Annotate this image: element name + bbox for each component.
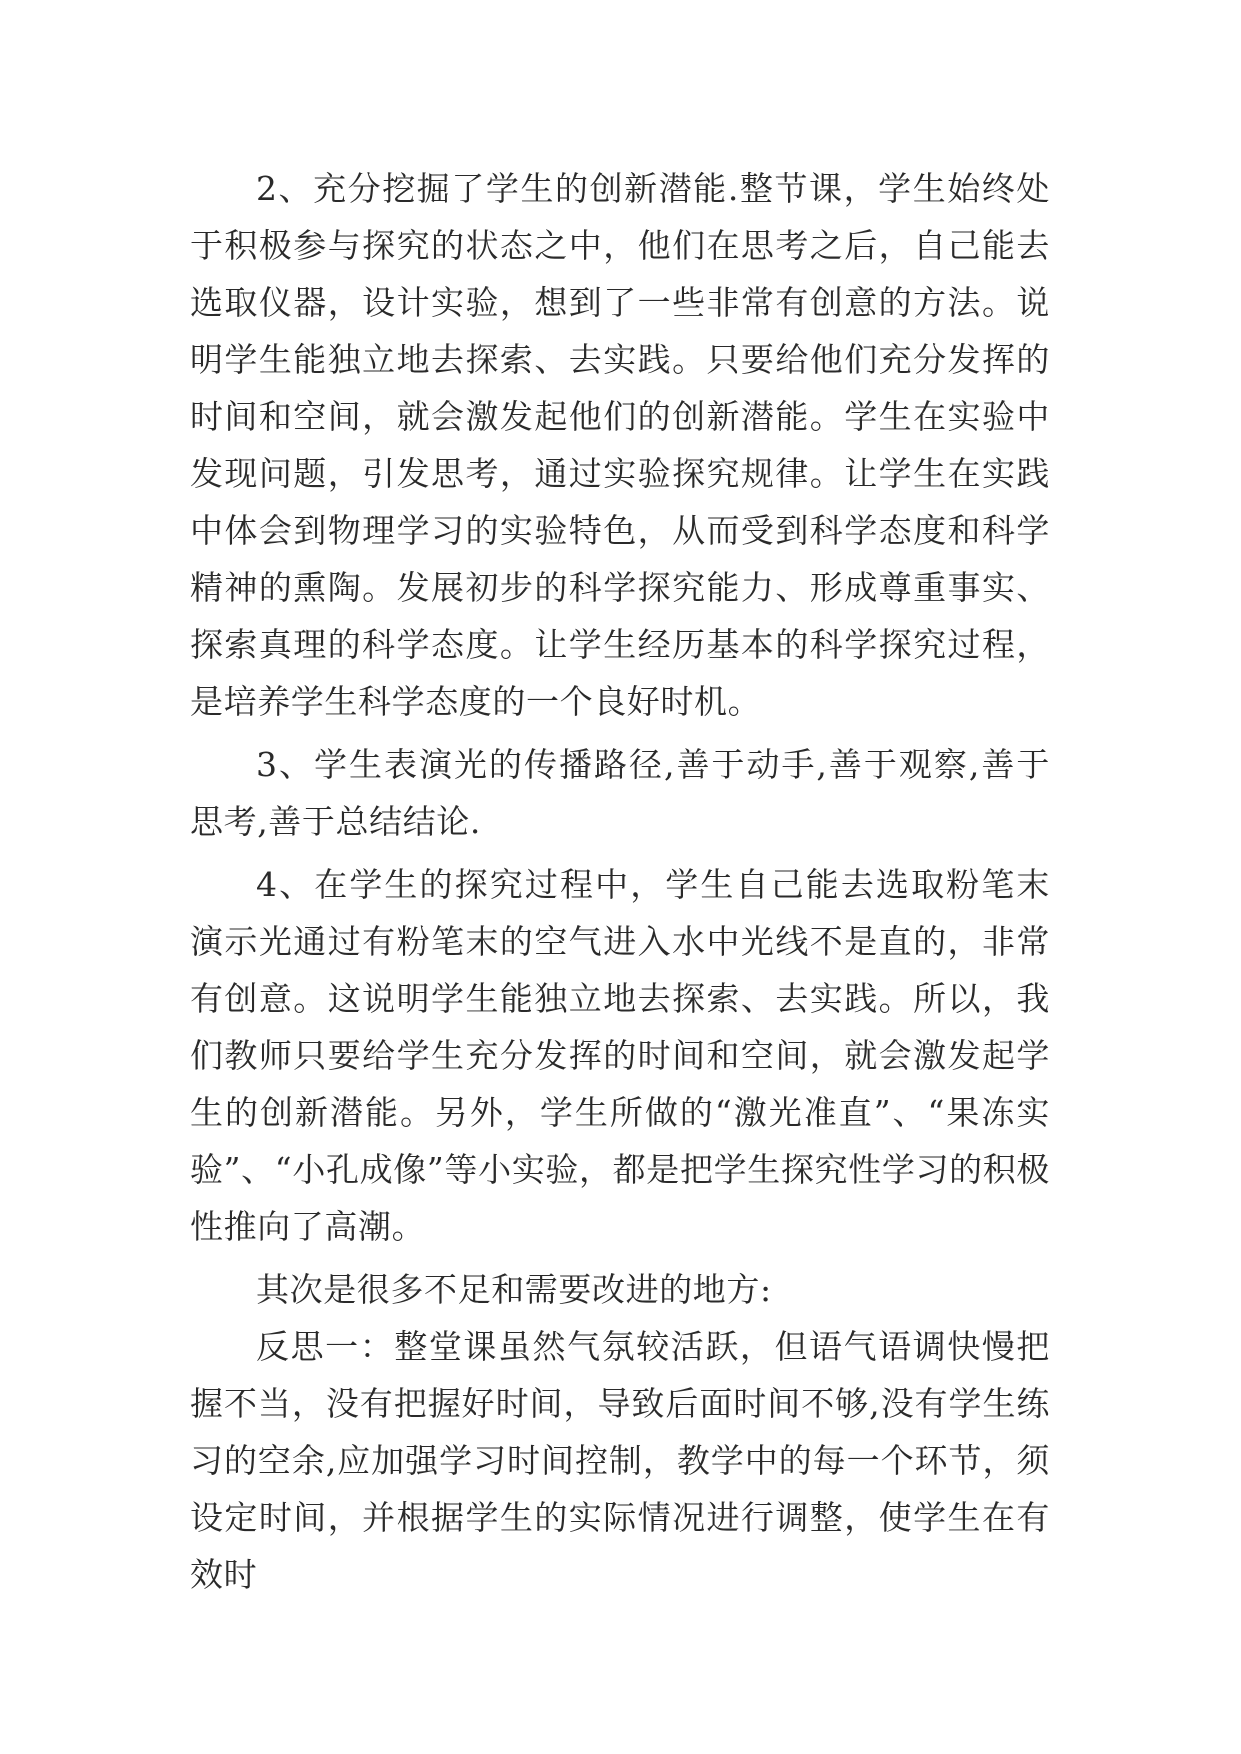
document-body — [190, 160, 1050, 1603]
paragraph-point-2: 2、充分挖掘了学生的创新潜能.整节课，学生始终处于积极参与探究的状态之中，他们在思考之后，自己能去选取仪器，设计实验，想到了一些非常有创意的方法。说明学生能独立地去探索、去实践。只要给他们充分发挥的时间和空间，就会激发起他们的创新潜能。学生在实验中发现问题，引发思考，通过实验探究规律。让学生在实践中体会到物理学习的实验特色，从而受到科学态度和科学精神的熏陶。发展初步的科学探究能力、形成尊重事实、探索真理的科学态度。让学生经历基本的科学探究过程，是培养学生科学态度的一个良好时机。 — [190, 169, 1050, 721]
paragraph-shortcomings-intro: 其次是很多不足和需要改进的地方: — [256, 1270, 772, 1309]
paragraph-point-4: 4、在学生的探究过程中，学生自己能去选取粉笔末演示光通过有粉笔末的空气进入水中光线不是直的，非常有创意。这说明学生能独立地去探索、去实践。所以，我们教师只要给学生充分发挥的时间和空间，就会激发起学生的创新潜能。另外，学生所做的“激光准直”、“果冻实验”、“小孔成像”等小实验，都是把学生探究性学习的积极性推向了高潮。 — [190, 865, 1050, 1246]
paragraph-reflection-1: 反思一：整堂课虽然气氛较活跃，但语气语调快慢把握不当，没有把握好时间，导致后面时间不够,没有学生练习的空余,应加强学习时间控制，教学中的每一个环节，须设定时间，并根据学生的实际情况进行调整，使学生在有效时 — [190, 1327, 1050, 1594]
paragraph-point-3: 3、学生表演光的传播路径,善于动手,善于观察,善于思考,善于总结结论. — [190, 745, 1050, 841]
